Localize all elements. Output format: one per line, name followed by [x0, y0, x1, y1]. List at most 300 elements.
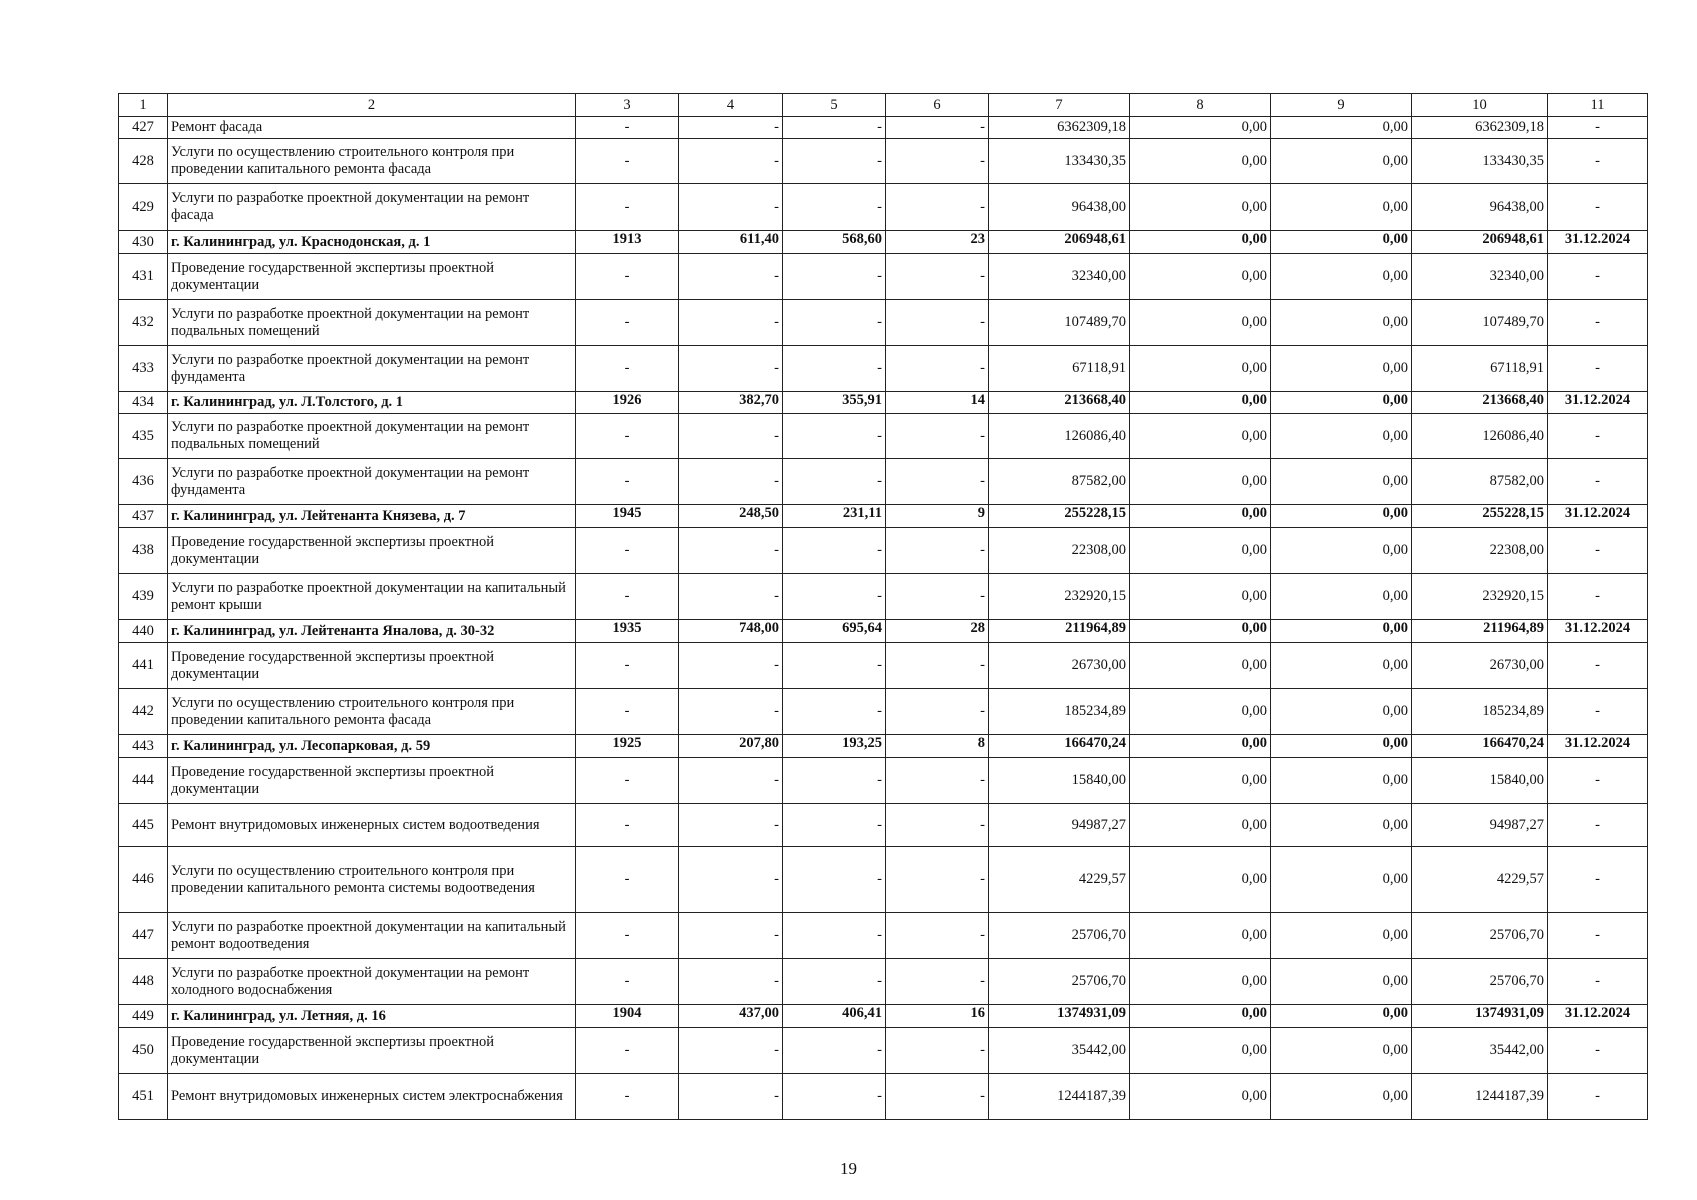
col-9-value: 0,00	[1271, 139, 1412, 184]
col-10-value: 166470,24	[1412, 735, 1548, 758]
col-6-value: -	[886, 804, 989, 847]
col-11-value: -	[1548, 459, 1648, 505]
col-10-value: 4229,57	[1412, 847, 1548, 913]
col-3-value: -	[576, 847, 679, 913]
col-8-value: 0,00	[1130, 505, 1271, 528]
col-3-value: 1926	[576, 392, 679, 414]
col-10-value: 67118,91	[1412, 346, 1548, 392]
col-11-value: -	[1548, 758, 1648, 804]
col-8-value: 0,00	[1130, 574, 1271, 620]
col-8-value: 0,00	[1130, 459, 1271, 505]
col-10-value: 213668,40	[1412, 392, 1548, 414]
col-3-value: 1925	[576, 735, 679, 758]
row-number: 436	[119, 459, 168, 505]
col-5-value: 193,25	[783, 735, 886, 758]
work-description: г. Калининград, ул. Лейтенанта Яналова, д. 30-32	[168, 620, 576, 643]
col-8-value: 0,00	[1130, 117, 1271, 139]
col-10-value: 133430,35	[1412, 139, 1548, 184]
header-cell: 6	[886, 94, 989, 117]
col-11-value: 31.12.2024	[1548, 735, 1648, 758]
col-5-value: -	[783, 254, 886, 300]
col-11-value: 31.12.2024	[1548, 620, 1648, 643]
work-description: г. Калининград, ул. Л.Толстого, д. 1	[168, 392, 576, 414]
work-description: Проведение государственной экспертизы проектной документации	[168, 1028, 576, 1074]
col-4-value: -	[679, 300, 783, 346]
row-number: 435	[119, 414, 168, 459]
col-4-value: 248,50	[679, 505, 783, 528]
row-number: 440	[119, 620, 168, 643]
col-6-value: -	[886, 913, 989, 959]
work-description: Услуги по разработке проектной документации на ремонт фундамента	[168, 346, 576, 392]
row-number: 450	[119, 1028, 168, 1074]
col-6-value: -	[886, 574, 989, 620]
row-number: 446	[119, 847, 168, 913]
address-row	[119, 620, 1648, 643]
col-9-value: 0,00	[1271, 528, 1412, 574]
col-4-value: -	[679, 184, 783, 231]
col-6-value: 28	[886, 620, 989, 643]
work-row	[119, 574, 1648, 620]
col-6-value: -	[886, 184, 989, 231]
work-description: Услуги по осуществлению строительного контроля при проведении капитального ремонта фасада	[168, 139, 576, 184]
col-5-value: -	[783, 913, 886, 959]
col-8-value: 0,00	[1130, 1074, 1271, 1120]
header-cell: 5	[783, 94, 886, 117]
col-3-value: -	[576, 1074, 679, 1120]
col-3-value: 1945	[576, 505, 679, 528]
address-row	[119, 231, 1648, 254]
col-6-value: -	[886, 643, 989, 689]
row-number: 434	[119, 392, 168, 414]
col-7-value: 35442,00	[989, 1028, 1130, 1074]
col-8-value: 0,00	[1130, 139, 1271, 184]
col-6-value: 9	[886, 505, 989, 528]
col-9-value: 0,00	[1271, 574, 1412, 620]
work-description: Проведение государственной экспертизы проектной документации	[168, 528, 576, 574]
col-6-value: -	[886, 528, 989, 574]
col-7-value: 4229,57	[989, 847, 1130, 913]
header-cell: 10	[1412, 94, 1548, 117]
col-3-value: -	[576, 346, 679, 392]
work-row	[119, 758, 1648, 804]
col-11-value: -	[1548, 1028, 1648, 1074]
row-number: 428	[119, 139, 168, 184]
col-3-value: 1935	[576, 620, 679, 643]
header-cell: 11	[1548, 94, 1648, 117]
col-8-value: 0,00	[1130, 804, 1271, 847]
work-row	[119, 184, 1648, 231]
col-7-value: 15840,00	[989, 758, 1130, 804]
col-5-value: -	[783, 643, 886, 689]
col-11-value: -	[1548, 139, 1648, 184]
col-5-value: 568,60	[783, 231, 886, 254]
col-3-value: -	[576, 804, 679, 847]
header-cell: 8	[1130, 94, 1271, 117]
col-4-value: -	[679, 254, 783, 300]
col-3-value: -	[576, 689, 679, 735]
work-description: Услуги по осуществлению строительного контроля при проведении капитального ремонта фасада	[168, 689, 576, 735]
col-7-value: 6362309,18	[989, 117, 1130, 139]
col-5-value: -	[783, 804, 886, 847]
work-description: Услуги по разработке проектной документации на ремонт подвальных помещений	[168, 414, 576, 459]
header-row	[119, 94, 1648, 117]
work-row	[119, 689, 1648, 735]
address-row	[119, 735, 1648, 758]
col-10-value: 15840,00	[1412, 758, 1548, 804]
header-cell: 9	[1271, 94, 1412, 117]
col-10-value: 87582,00	[1412, 459, 1548, 505]
work-description: Услуги по разработке проектной документации на капитальный ремонт водоотведения	[168, 913, 576, 959]
work-description: г. Калининград, ул. Лесопарковая, д. 59	[168, 735, 576, 758]
col-8-value: 0,00	[1130, 184, 1271, 231]
col-8-value: 0,00	[1130, 528, 1271, 574]
col-11-value: -	[1548, 254, 1648, 300]
col-11-value: -	[1548, 689, 1648, 735]
col-7-value: 206948,61	[989, 231, 1130, 254]
col-4-value: 748,00	[679, 620, 783, 643]
col-8-value: 0,00	[1130, 959, 1271, 1005]
col-10-value: 185234,89	[1412, 689, 1548, 735]
col-3-value: -	[576, 758, 679, 804]
col-7-value: 94987,27	[989, 804, 1130, 847]
row-number: 447	[119, 913, 168, 959]
col-8-value: 0,00	[1130, 392, 1271, 414]
row-number: 431	[119, 254, 168, 300]
row-number: 427	[119, 117, 168, 139]
col-9-value: 0,00	[1271, 959, 1412, 1005]
col-9-value: 0,00	[1271, 414, 1412, 459]
col-7-value: 1374931,09	[989, 1005, 1130, 1028]
col-3-value: -	[576, 1028, 679, 1074]
col-3-value: -	[576, 459, 679, 505]
col-4-value: -	[679, 117, 783, 139]
col-3-value: -	[576, 959, 679, 1005]
col-7-value: 87582,00	[989, 459, 1130, 505]
row-number: 437	[119, 505, 168, 528]
col-5-value: -	[783, 1028, 886, 1074]
col-11-value: -	[1548, 528, 1648, 574]
col-4-value: 382,70	[679, 392, 783, 414]
col-4-value: -	[679, 847, 783, 913]
col-11-value: -	[1548, 804, 1648, 847]
work-description: г. Калининград, ул. Краснодонская, д. 1	[168, 231, 576, 254]
work-row	[119, 913, 1648, 959]
col-4-value: 437,00	[679, 1005, 783, 1028]
col-5-value: -	[783, 574, 886, 620]
col-7-value: 185234,89	[989, 689, 1130, 735]
col-11-value: -	[1548, 913, 1648, 959]
page-number: 19	[840, 1159, 857, 1178]
col-9-value: 0,00	[1271, 300, 1412, 346]
col-3-value: -	[576, 574, 679, 620]
col-7-value: 67118,91	[989, 346, 1130, 392]
col-7-value: 126086,40	[989, 414, 1130, 459]
col-11-value: 31.12.2024	[1548, 392, 1648, 414]
col-7-value: 107489,70	[989, 300, 1130, 346]
col-5-value: 355,91	[783, 392, 886, 414]
work-row	[119, 346, 1648, 392]
col-8-value: 0,00	[1130, 1028, 1271, 1074]
col-6-value: 23	[886, 231, 989, 254]
col-3-value: -	[576, 913, 679, 959]
col-6-value: -	[886, 1074, 989, 1120]
col-6-value: -	[886, 459, 989, 505]
work-description: Проведение государственной экспертизы проектной документации	[168, 758, 576, 804]
work-description: Услуги по осуществлению строительного контроля при проведении капитального ремонта системы водоотведения	[168, 847, 576, 913]
col-6-value: -	[886, 414, 989, 459]
work-description: Услуги по разработке проектной документации на ремонт фундамента	[168, 459, 576, 505]
col-5-value: -	[783, 528, 886, 574]
row-number: 433	[119, 346, 168, 392]
col-5-value: -	[783, 758, 886, 804]
col-9-value: 0,00	[1271, 459, 1412, 505]
col-8-value: 0,00	[1130, 414, 1271, 459]
col-5-value: -	[783, 346, 886, 392]
col-7-value: 166470,24	[989, 735, 1130, 758]
row-number: 445	[119, 804, 168, 847]
col-6-value: -	[886, 758, 989, 804]
col-9-value: 0,00	[1271, 847, 1412, 913]
col-11-value: -	[1548, 574, 1648, 620]
work-row	[119, 459, 1648, 505]
row-number: 443	[119, 735, 168, 758]
col-10-value: 206948,61	[1412, 231, 1548, 254]
col-5-value: -	[783, 459, 886, 505]
col-10-value: 26730,00	[1412, 643, 1548, 689]
col-8-value: 0,00	[1130, 231, 1271, 254]
work-row	[119, 643, 1648, 689]
col-9-value: 0,00	[1271, 392, 1412, 414]
address-row	[119, 1005, 1648, 1028]
col-3-value: -	[576, 254, 679, 300]
col-4-value: -	[679, 959, 783, 1005]
col-6-value: -	[886, 847, 989, 913]
col-10-value: 232920,15	[1412, 574, 1548, 620]
col-9-value: 0,00	[1271, 1005, 1412, 1028]
header-cell: 1	[119, 94, 168, 117]
capital-repair-table	[118, 93, 1648, 1120]
col-3-value: -	[576, 643, 679, 689]
work-row	[119, 847, 1648, 913]
col-10-value: 35442,00	[1412, 1028, 1548, 1074]
col-3-value: -	[576, 139, 679, 184]
row-number: 430	[119, 231, 168, 254]
col-6-value: -	[886, 117, 989, 139]
col-5-value: 231,11	[783, 505, 886, 528]
col-11-value: 31.12.2024	[1548, 231, 1648, 254]
col-11-value: -	[1548, 300, 1648, 346]
col-3-value: -	[576, 300, 679, 346]
work-description: Услуги по разработке проектной документации на ремонт фасада	[168, 184, 576, 231]
col-6-value: -	[886, 139, 989, 184]
col-8-value: 0,00	[1130, 689, 1271, 735]
work-description: Услуги по разработке проектной документации на ремонт подвальных помещений	[168, 300, 576, 346]
header-cell: 7	[989, 94, 1130, 117]
work-row	[119, 117, 1648, 139]
col-3-value: -	[576, 117, 679, 139]
col-8-value: 0,00	[1130, 620, 1271, 643]
col-6-value: 14	[886, 392, 989, 414]
header-cell: 3	[576, 94, 679, 117]
col-3-value: -	[576, 414, 679, 459]
col-8-value: 0,00	[1130, 254, 1271, 300]
row-number: 444	[119, 758, 168, 804]
col-7-value: 22308,00	[989, 528, 1130, 574]
col-5-value: -	[783, 117, 886, 139]
work-description: Проведение государственной экспертизы проектной документации	[168, 643, 576, 689]
col-9-value: 0,00	[1271, 913, 1412, 959]
row-number: 439	[119, 574, 168, 620]
col-7-value: 133430,35	[989, 139, 1130, 184]
col-9-value: 0,00	[1271, 1074, 1412, 1120]
col-5-value: -	[783, 300, 886, 346]
col-7-value: 25706,70	[989, 913, 1130, 959]
col-4-value: -	[679, 1074, 783, 1120]
col-7-value: 232920,15	[989, 574, 1130, 620]
col-10-value: 6362309,18	[1412, 117, 1548, 139]
col-4-value: -	[679, 414, 783, 459]
col-9-value: 0,00	[1271, 620, 1412, 643]
col-8-value: 0,00	[1130, 1005, 1271, 1028]
col-11-value: 31.12.2024	[1548, 505, 1648, 528]
work-description: Услуги по разработке проектной документации на ремонт холодного водоснабжения	[168, 959, 576, 1005]
col-9-value: 0,00	[1271, 689, 1412, 735]
work-description: Услуги по разработке проектной документации на капитальный ремонт крыши	[168, 574, 576, 620]
col-5-value: 695,64	[783, 620, 886, 643]
row-number: 442	[119, 689, 168, 735]
col-10-value: 96438,00	[1412, 184, 1548, 231]
address-row	[119, 505, 1648, 528]
header-cell: 2	[168, 94, 576, 117]
col-4-value: -	[679, 643, 783, 689]
col-5-value: 406,41	[783, 1005, 886, 1028]
col-7-value: 26730,00	[989, 643, 1130, 689]
col-11-value: -	[1548, 643, 1648, 689]
col-10-value: 1374931,09	[1412, 1005, 1548, 1028]
col-9-value: 0,00	[1271, 231, 1412, 254]
col-3-value: 1904	[576, 1005, 679, 1028]
work-description: Ремонт фасада	[168, 117, 576, 139]
col-4-value: -	[679, 459, 783, 505]
address-row	[119, 392, 1648, 414]
col-11-value: -	[1548, 184, 1648, 231]
header-cell: 4	[679, 94, 783, 117]
row-number: 438	[119, 528, 168, 574]
col-9-value: 0,00	[1271, 254, 1412, 300]
work-description: Проведение государственной экспертизы проектной документации	[168, 254, 576, 300]
col-10-value: 25706,70	[1412, 913, 1548, 959]
col-3-value: 1913	[576, 231, 679, 254]
col-5-value: -	[783, 139, 886, 184]
col-11-value: 31.12.2024	[1548, 1005, 1648, 1028]
col-5-value: -	[783, 1074, 886, 1120]
col-5-value: -	[783, 959, 886, 1005]
col-7-value: 25706,70	[989, 959, 1130, 1005]
col-9-value: 0,00	[1271, 117, 1412, 139]
col-10-value: 32340,00	[1412, 254, 1548, 300]
col-4-value: -	[679, 346, 783, 392]
col-4-value: -	[679, 1028, 783, 1074]
col-9-value: 0,00	[1271, 184, 1412, 231]
row-number: 448	[119, 959, 168, 1005]
work-row	[119, 804, 1648, 847]
col-6-value: -	[886, 300, 989, 346]
col-6-value: 16	[886, 1005, 989, 1028]
col-10-value: 126086,40	[1412, 414, 1548, 459]
work-row	[119, 1074, 1648, 1120]
col-6-value: -	[886, 346, 989, 392]
col-11-value: -	[1548, 346, 1648, 392]
col-6-value: 8	[886, 735, 989, 758]
work-description: г. Калининград, ул. Лейтенанта Князева, д. 7	[168, 505, 576, 528]
col-10-value: 22308,00	[1412, 528, 1548, 574]
col-3-value: -	[576, 184, 679, 231]
row-number: 429	[119, 184, 168, 231]
col-10-value: 94987,27	[1412, 804, 1548, 847]
col-7-value: 1244187,39	[989, 1074, 1130, 1120]
col-7-value: 211964,89	[989, 620, 1130, 643]
col-8-value: 0,00	[1130, 346, 1271, 392]
col-8-value: 0,00	[1130, 758, 1271, 804]
col-5-value: -	[783, 184, 886, 231]
work-row	[119, 528, 1648, 574]
col-11-value: -	[1548, 847, 1648, 913]
col-10-value: 1244187,39	[1412, 1074, 1548, 1120]
row-number: 432	[119, 300, 168, 346]
work-row	[119, 959, 1648, 1005]
work-row	[119, 300, 1648, 346]
col-10-value: 255228,15	[1412, 505, 1548, 528]
col-11-value: -	[1548, 414, 1648, 459]
col-7-value: 32340,00	[989, 254, 1130, 300]
col-9-value: 0,00	[1271, 735, 1412, 758]
col-6-value: -	[886, 1028, 989, 1074]
col-3-value: -	[576, 528, 679, 574]
col-8-value: 0,00	[1130, 300, 1271, 346]
col-7-value: 255228,15	[989, 505, 1130, 528]
col-6-value: -	[886, 959, 989, 1005]
col-8-value: 0,00	[1130, 735, 1271, 758]
col-6-value: -	[886, 689, 989, 735]
col-10-value: 25706,70	[1412, 959, 1548, 1005]
work-description: Ремонт внутридомовых инженерных систем электроснабжения	[168, 1074, 576, 1120]
col-6-value: -	[886, 254, 989, 300]
col-4-value: -	[679, 689, 783, 735]
col-9-value: 0,00	[1271, 505, 1412, 528]
work-row	[119, 414, 1648, 459]
col-5-value: -	[783, 847, 886, 913]
col-4-value: 611,40	[679, 231, 783, 254]
col-10-value: 107489,70	[1412, 300, 1548, 346]
col-11-value: -	[1548, 1074, 1648, 1120]
col-9-value: 0,00	[1271, 1028, 1412, 1074]
col-8-value: 0,00	[1130, 643, 1271, 689]
col-9-value: 0,00	[1271, 804, 1412, 847]
row-number: 441	[119, 643, 168, 689]
col-4-value: -	[679, 913, 783, 959]
col-8-value: 0,00	[1130, 913, 1271, 959]
row-number: 451	[119, 1074, 168, 1120]
work-row	[119, 1028, 1648, 1074]
col-7-value: 96438,00	[989, 184, 1130, 231]
work-description: г. Калининград, ул. Летняя, д. 16	[168, 1005, 576, 1028]
col-4-value: -	[679, 758, 783, 804]
col-4-value: -	[679, 139, 783, 184]
work-description: Ремонт внутридомовых инженерных систем водоотведения	[168, 804, 576, 847]
row-number: 449	[119, 1005, 168, 1028]
col-4-value: -	[679, 804, 783, 847]
col-5-value: -	[783, 414, 886, 459]
